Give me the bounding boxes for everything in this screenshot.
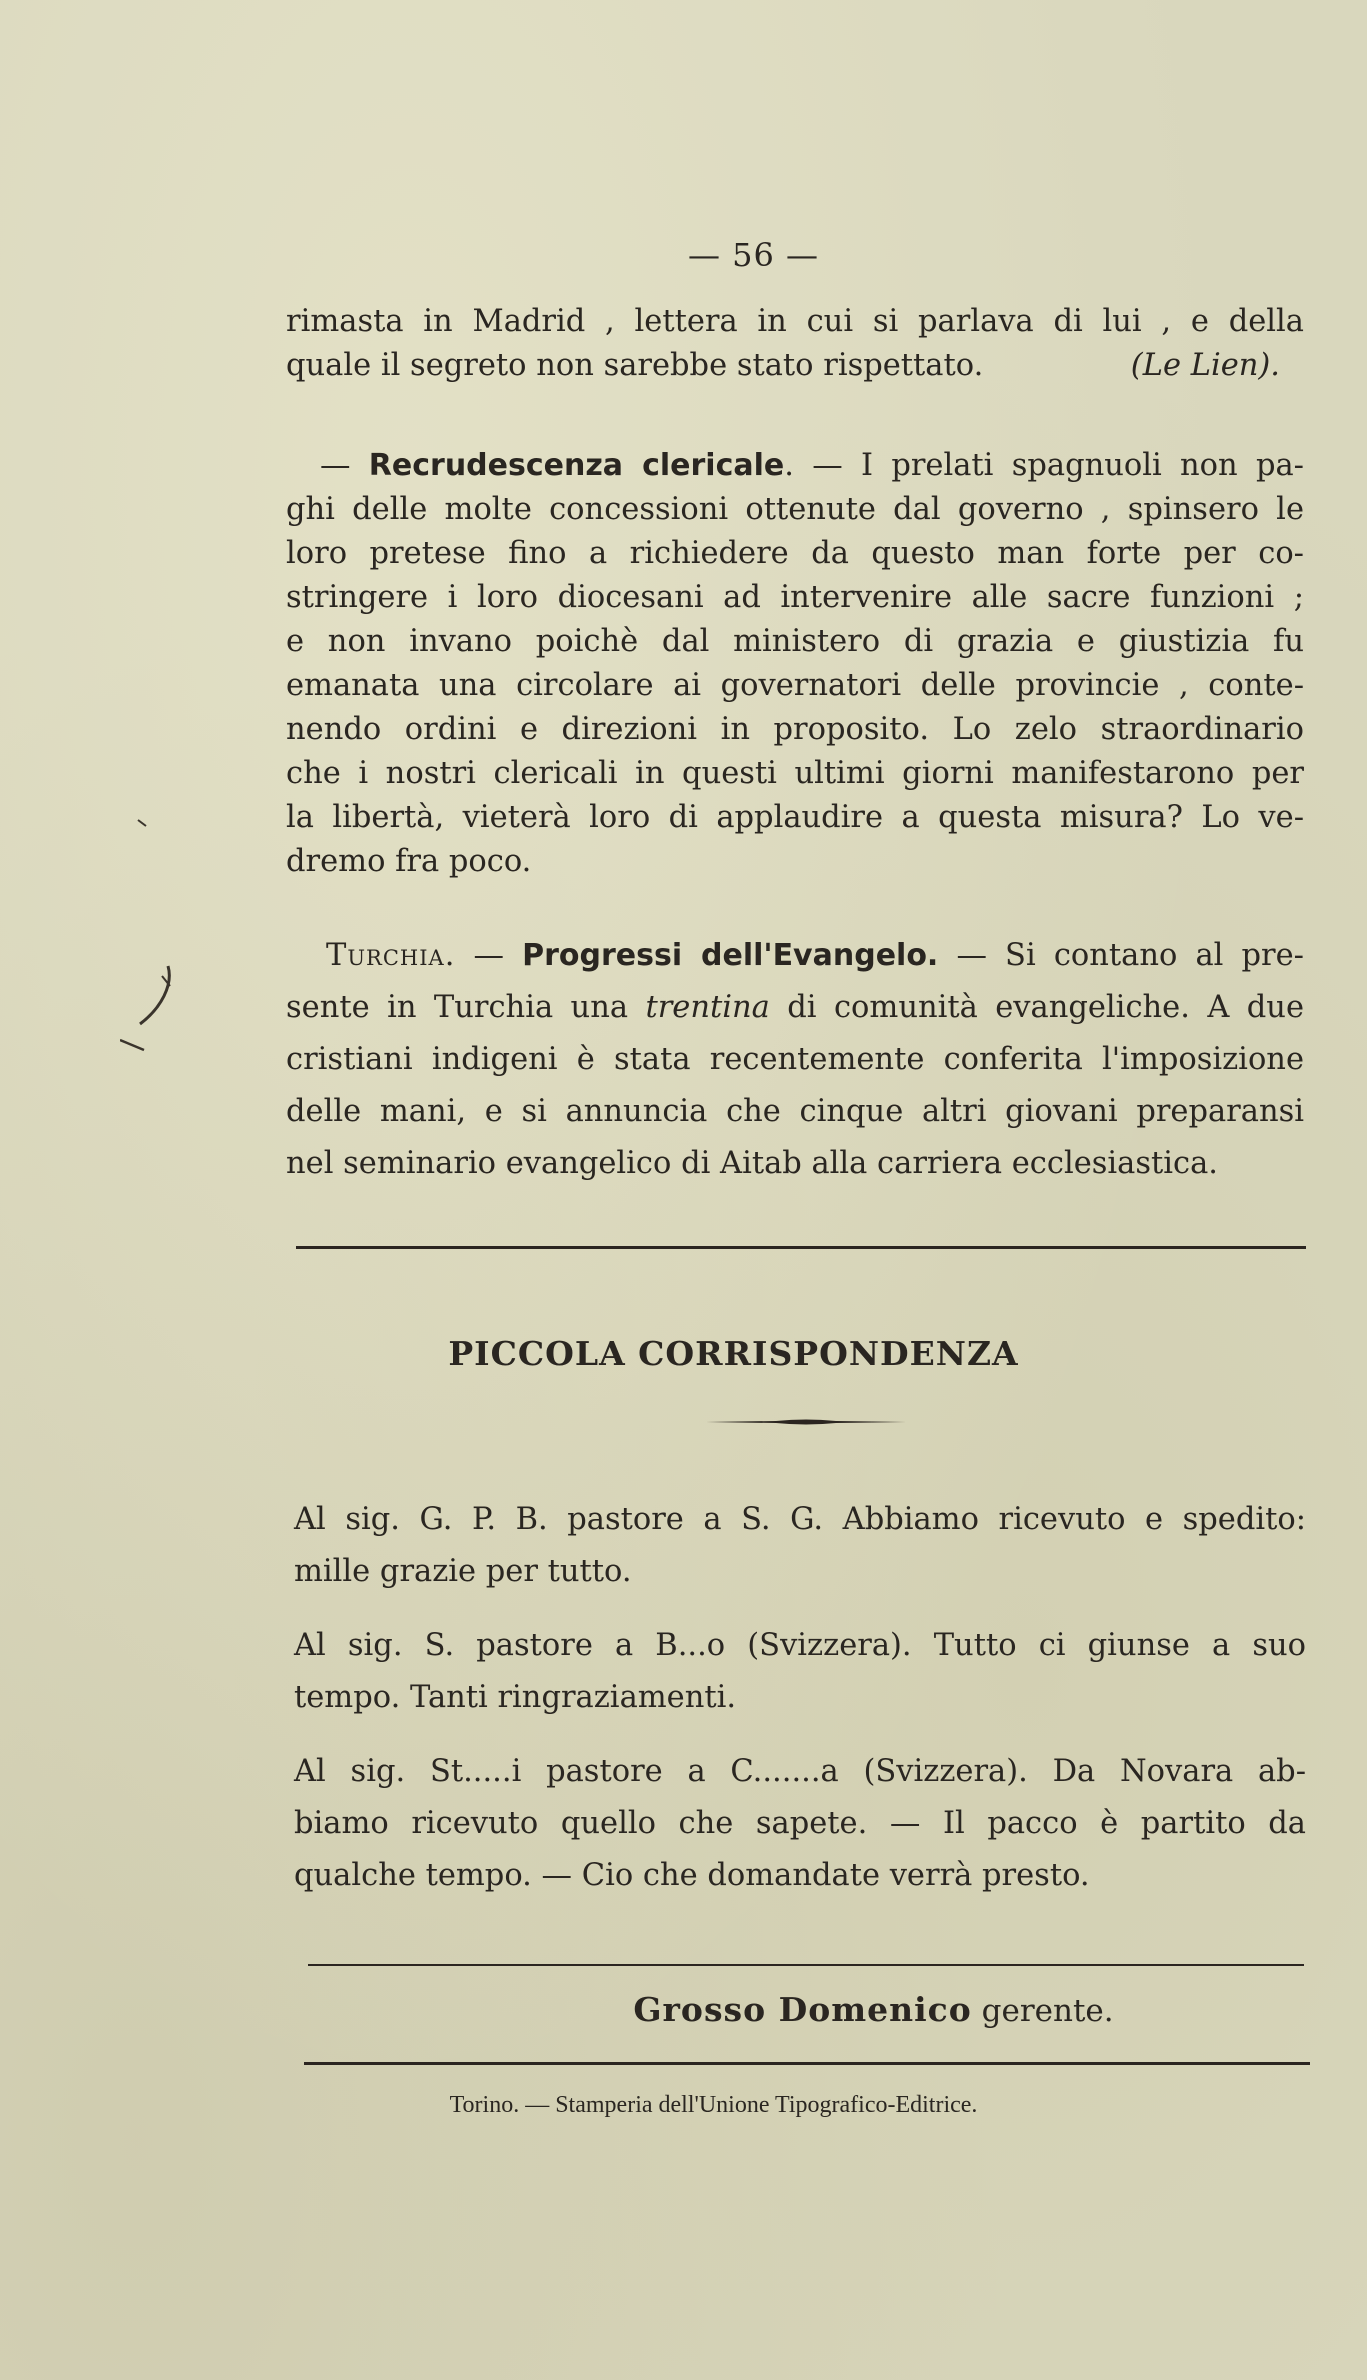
correspondence-entry [294, 1494, 1306, 1598]
text-line: stringere i loro diocesani ad intervenire alle sacre funzioni ; [286, 580, 1304, 615]
text-line: emanata una circolare ai governatori delle provincie , conte- [286, 668, 1304, 703]
correspondence-entry [294, 1746, 1306, 1902]
text-line: cristiani indigeni è stata recentemente conferita l'imposizione [286, 1042, 1304, 1077]
correspondence-entry [294, 1620, 1306, 1724]
paragraph-turkey [286, 930, 1304, 1190]
text-line [286, 930, 1304, 982]
section-divider [296, 1246, 1306, 1249]
text-line: dremo fra poco. [286, 844, 532, 879]
text-line: rimasta in Madrid , lettera in cui si parlava di lui , e della [286, 304, 1304, 339]
text-line: ghi delle molte concessioni ottenute dal governo , spinsero le [286, 492, 1304, 527]
text-line: nendo ordini e direzioni in proposito. Lo zelo straordinario [286, 712, 1304, 747]
dash: — [455, 938, 523, 973]
text-line: la libertà, vieterà loro di applaudire a questa misura? Lo ve- [286, 800, 1304, 835]
text-line: nel seminario evangelico di Aitab alla carriera ecclesiastica. [286, 1146, 1218, 1181]
text-line: delle mani, e si annuncia che cinque altri giovani preparansi [286, 1094, 1304, 1129]
section-title: PICCOLA CORRISPONDENZA [448, 1334, 1019, 1373]
text-line: loro pretese fino a richiedere da questo man forte per co- [286, 536, 1304, 571]
text-line: mille grazie per tutto. [294, 1554, 632, 1589]
news-heading: Recrudescenza clericale [368, 448, 785, 483]
citation: (Le Lien). [1130, 348, 1280, 383]
footer-rule-top [308, 1964, 1304, 1966]
text-segment: quale il segreto non sarebbe stato rispettato. [286, 348, 984, 383]
text-line: e non invano poichè dal ministero di grazia e giustizia fu [286, 624, 1304, 659]
text-segment: sente in Turchia una [286, 990, 646, 1025]
paragraph-continuation [286, 300, 1304, 388]
ornament-rule [706, 1418, 906, 1426]
paragraph-spain [286, 444, 1304, 884]
text-segment: di comunità evangeliche. A due [769, 990, 1305, 1025]
printer-imprint: Torino. — Stamperia dell'Unione Tipografico-Editrice. [449, 2092, 978, 2118]
text-line [286, 982, 1304, 1034]
italic-word: trentina [645, 990, 770, 1025]
page-number: — 56 — [687, 236, 820, 274]
text-line: tempo. Tanti ringraziamenti. [294, 1680, 737, 1715]
text-line: Al sig. G. P. B. pastore a S. G. Abbiamo ricevuto e spedito: [294, 1502, 1306, 1537]
text-segment: . — I prelati spagnuoli non pa- [784, 448, 1304, 483]
signatory-name: Grosso Domenico [633, 1990, 972, 2029]
text-segment: — Si contano al pre- [938, 938, 1304, 973]
signatory-role: gerente. [971, 1993, 1114, 2029]
signature-line [0, 1990, 1367, 2029]
text-line: Al sig. S. pastore a B...o (Svizzera). Tutto ci giunse a suo [294, 1628, 1306, 1663]
dash: — [320, 448, 369, 483]
text-line [286, 444, 1304, 488]
text-line: biamo ricevuto quello che sapete. — Il pacco è partito da [294, 1806, 1306, 1841]
text-line: che i nostri clericali in questi ultimi giorni manifestarono per [286, 756, 1304, 791]
text-line: Al sig. St.....i pastore a C.......a (Svizzera). Da Novara ab- [294, 1754, 1306, 1789]
country-label: Turchia. [326, 938, 456, 973]
news-heading: Progressi dell'Evangelo. [522, 938, 939, 973]
text-line: qualche tempo. — Cio che domandate verrà presto. [294, 1858, 1090, 1893]
footer-rule-bottom [304, 2062, 1310, 2065]
correspondence-list [294, 1494, 1306, 1902]
margin-mark [120, 800, 190, 1060]
text-line [286, 344, 1304, 388]
